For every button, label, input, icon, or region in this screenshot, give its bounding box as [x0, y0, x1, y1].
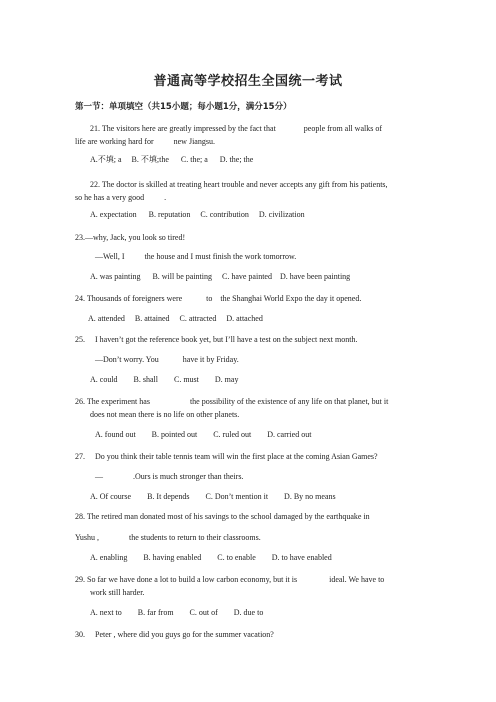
question-29-options: A. next to B. far from C. out of D. due to: [90, 608, 264, 617]
question-24-options: A. attended B. attained C. attracted D. attached: [88, 314, 263, 323]
question-22-cont: so he has a very good .: [75, 193, 167, 202]
question-25-options: A. could B. shall C. must D. may: [90, 375, 239, 384]
section-heading: 第一节：单项填空（共15小题；每小题1分，满分15分）: [75, 102, 292, 112]
question-24: 24. Thousands of foreigners were to the Shanghai World Expo the day it opened.: [75, 294, 362, 303]
question-26-cont: does not mean there is no life on other planets.: [90, 410, 240, 419]
question-23-options: A. was painting B. will be painting C. have painted D. have been painting: [90, 272, 351, 281]
question-22-options: A. expectation B. reputation C. contribution D. civilization: [90, 210, 305, 219]
question-21: 21. The visitors here are greatly impressed by the fact that people from all walks of: [90, 124, 382, 133]
question-23: 23.—why, Jack, you look so tired!: [75, 233, 186, 242]
question-29-cont: work still harder.: [90, 588, 145, 597]
exam-title: 普通高等学校招生全国统一考试: [153, 74, 343, 89]
question-25-cont: —Don’t worry. You have it by Friday.: [95, 355, 239, 364]
question-22: 22. The doctor is skilled at treating heart trouble and never accepts any gift from his patients,: [90, 180, 388, 189]
question-30: 30. Peter , where did you guys go for the summer vacation?: [75, 630, 274, 639]
question-23-cont: —Well, I the house and I must finish the work tomorrow.: [95, 252, 297, 261]
question-25: 25. I haven’t got the reference book yet, but I’ll have a test on the subject next month.: [75, 335, 358, 344]
question-27-options: A. Of course B. It depends C. Don’t mention it D. By no means: [90, 492, 336, 501]
question-27-cont: — .Ours is much stronger than theirs.: [95, 472, 244, 481]
question-21-options: A.不填; a B. 不填;the C. the; a D. the; the: [90, 155, 254, 164]
question-21-cont: life are working hard for new Jiangsu.: [75, 137, 215, 146]
question-27: 27. Do you think their table tennis team will win the first place at the coming Asian Games?: [75, 452, 378, 461]
question-28: 28. The retired man donated most of his savings to the school damaged by the earthquake in: [75, 512, 370, 521]
question-29: 29. So far we have done a lot to build a low carbon economy, but it is ideal. We have to: [75, 575, 385, 584]
question-28-cont: Yushu , the students to return to their classrooms.: [75, 533, 261, 542]
question-28-options: A. enabling B. having enabled C. to enable D. to have enabled: [90, 553, 332, 562]
question-26-options: A. found out B. pointed out C. ruled out D. carried out: [95, 430, 312, 439]
question-26: 26. The experiment has the possibility of the existence of any life on that planet, but it: [75, 397, 389, 406]
